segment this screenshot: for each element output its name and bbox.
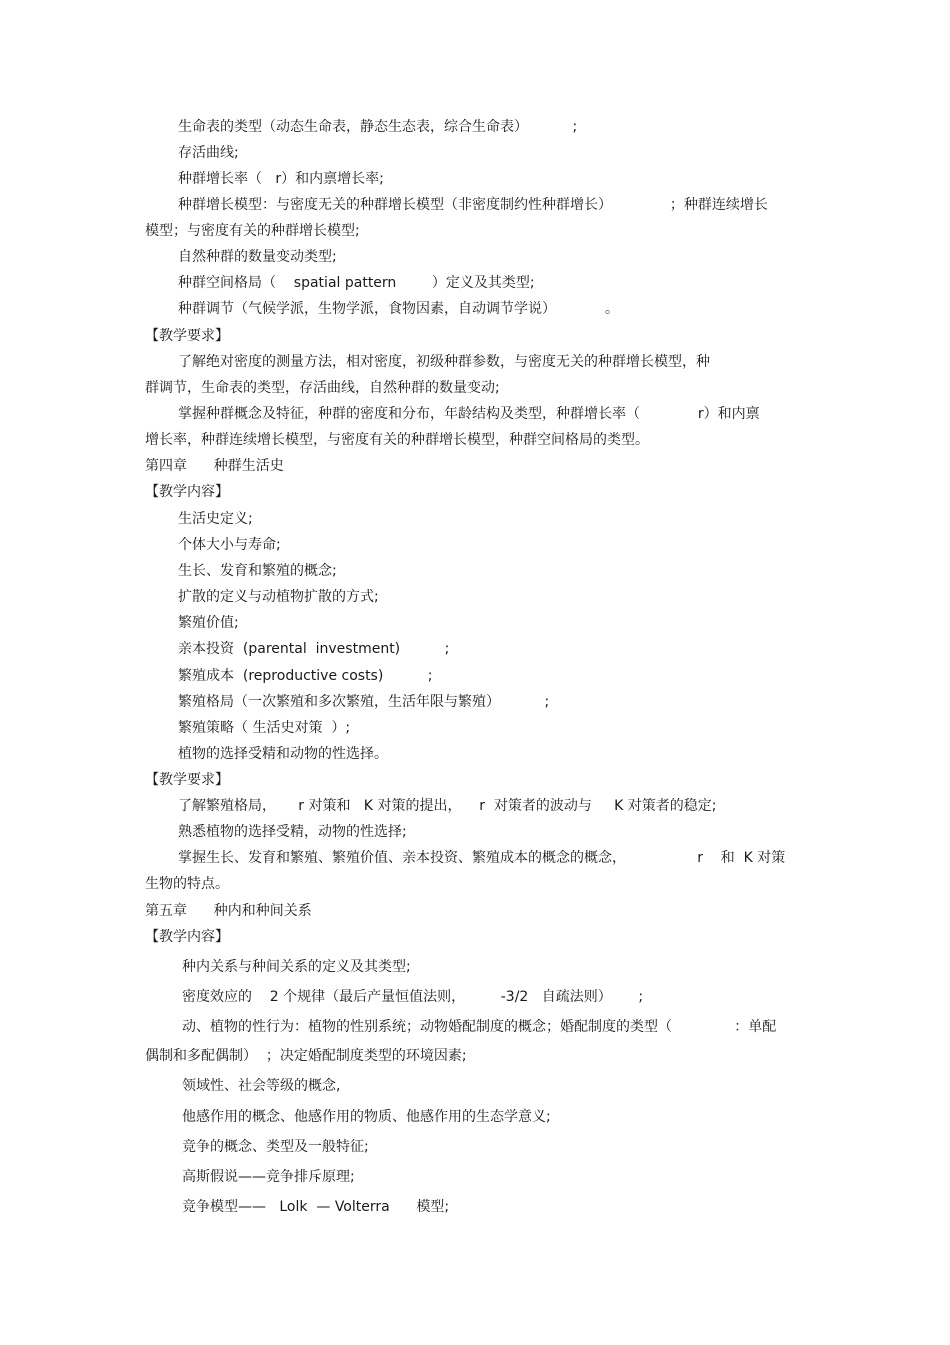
text-line: 群调节，生命表的类型，存活曲线，自然种群的数量变动;: [145, 380, 500, 396]
text-line: 他感作用的概念、他感作用的物质、他感作用的生态学意义;: [182, 1109, 551, 1125]
text-line: 种群调节（气候学派，生物学派，食物因素，自动调节学说） 。: [178, 301, 619, 317]
text-line: 种内关系与种间关系的定义及其类型;: [182, 959, 411, 975]
text-line: 掌握种群概念及特征，种群的密度和分布，年龄结构及类型，种群增长率（ r）和内禀: [178, 406, 760, 422]
text-line: 领域性、社会等级的概念,: [182, 1078, 341, 1094]
section-heading: 【教学内容】: [145, 929, 229, 945]
text-line: 竞争模型—— Lolk — Volterra 模型;: [182, 1199, 450, 1215]
text-line: 繁殖价值;: [178, 615, 239, 631]
text-line: 自然种群的数量变动类型;: [178, 249, 337, 265]
text-line: 种群增长率（ r）和内禀增长率;: [178, 171, 384, 187]
text-line: 扩散的定义与动植物扩散的方式;: [178, 589, 379, 605]
section-heading: 【教学要求】: [145, 328, 229, 344]
text-line: 种群增长模型：与密度无关的种群增长模型（非密度制约性种群增长） ；种群连续增长: [178, 197, 768, 213]
text-line: 个体大小与寿命;: [178, 537, 281, 553]
text-line: 模型；与密度有关的种群增长模型;: [145, 223, 360, 239]
text-line: 竞争的概念、类型及一般特征;: [182, 1139, 369, 1155]
text-line: 增长率，种群连续增长模型，与密度有关的种群增长模型，种群空间格局的类型。: [145, 432, 649, 448]
text-line: 了解繁殖格局， r 对策和 K 对策的提出， r 对策者的波动与 K 对策者的稳定;: [178, 798, 717, 814]
text-line: 生活史定义;: [178, 511, 253, 527]
text-line: 生物的特点。: [145, 876, 229, 892]
text-line: 亲本投资 (parental investment) ;: [178, 641, 450, 657]
text-line: 了解绝对密度的测量方法，相对密度，初级种群参数，与密度无关的种群增长模型，种: [178, 354, 710, 370]
text-line: 动、植物的性行为：植物的性别系统；动物婚配制度的概念；婚配制度的类型（ ：单配: [182, 1019, 777, 1035]
section-heading: 【教学要求】: [145, 772, 229, 788]
text-line: 繁殖格局（一次繁殖和多次繁殖，生活年限与繁殖） ;: [178, 694, 550, 710]
text-line: 高斯假说——竞争排斥原理;: [182, 1169, 355, 1185]
chapter-heading: 第四章 种群生活史: [145, 458, 284, 474]
text-line: 生长、发育和繁殖的概念;: [178, 563, 337, 579]
text-line: 繁殖策略（ 生活史对策 ）;: [178, 720, 351, 736]
text-line: 生命表的类型（动态生命表，静态生态表，综合生命表） ;: [178, 119, 578, 135]
text-line: 存活曲线;: [178, 145, 239, 161]
text-line: 繁殖成本 (reproductive costs) ;: [178, 668, 433, 684]
text-line: 偶制和多配偶制） ；决定婚配制度类型的环境因素;: [145, 1048, 467, 1064]
section-heading: 【教学内容】: [145, 484, 229, 500]
text-line: 掌握生长、发育和繁殖、繁殖价值、亲本投资、繁殖成本的概念的概念， r 和 K 对策: [178, 850, 786, 866]
text-line: 植物的选择受精和动物的性选择。: [178, 746, 388, 762]
text-line: 密度效应的 2 个规律（最后产量恒值法则， -3/2 自疏法则） ;: [182, 989, 644, 1005]
chapter-heading: 第五章 种内和种间关系: [145, 903, 312, 919]
text-line: 种群空间格局（ spatial pattern ）定义及其类型;: [178, 275, 535, 291]
text-line: 熟悉植物的选择受精，动物的性选择;: [178, 824, 407, 840]
